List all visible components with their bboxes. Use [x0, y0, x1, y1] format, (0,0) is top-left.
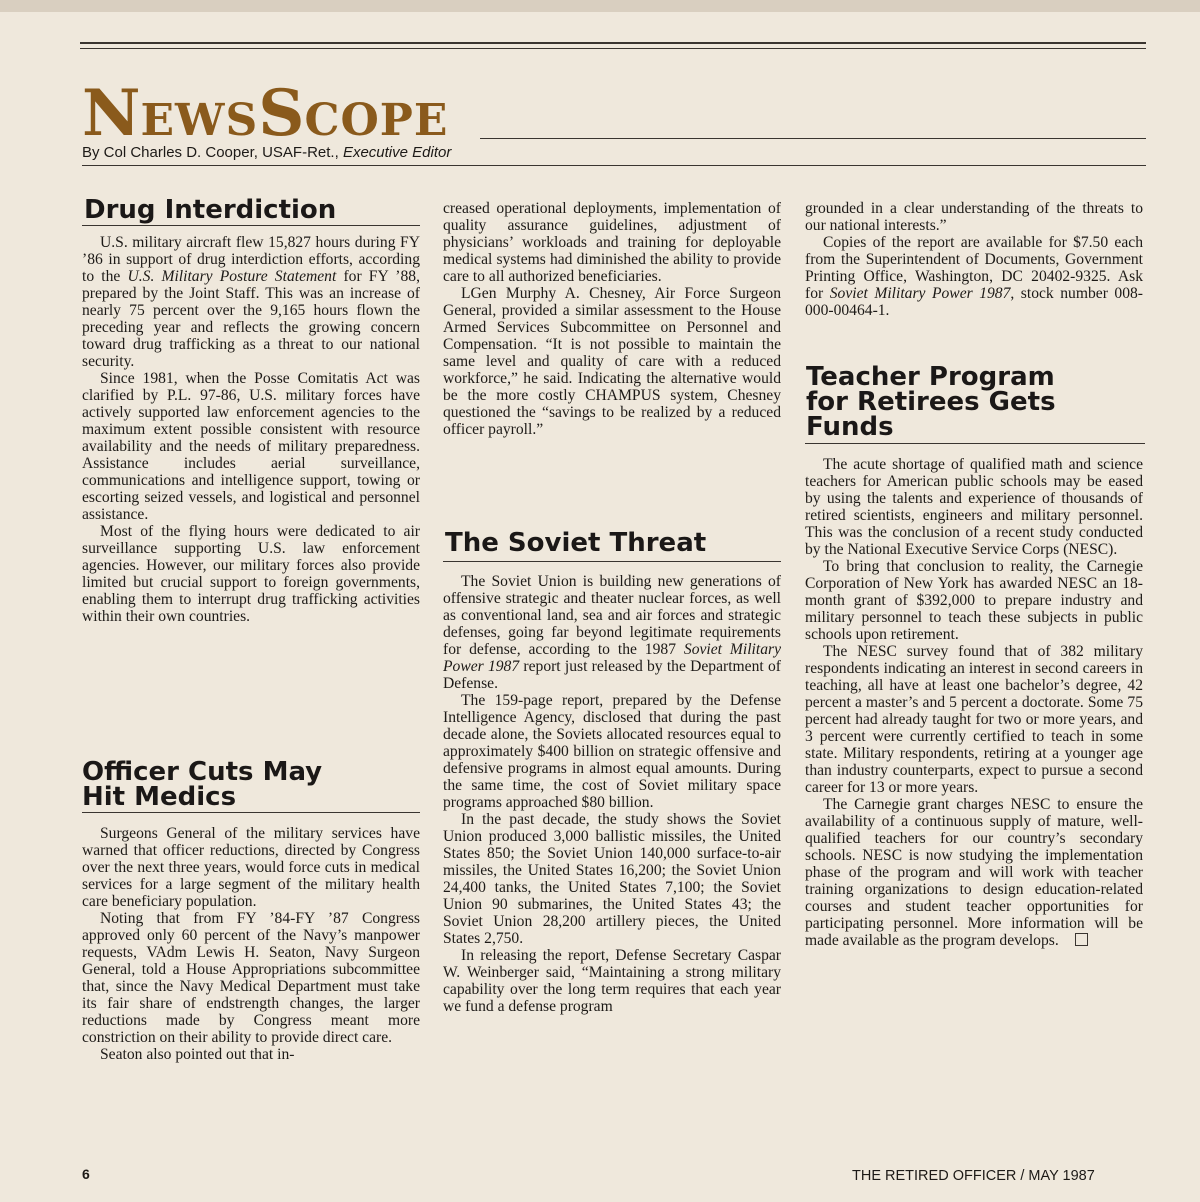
headline-line: Hit Medics — [82, 782, 237, 812]
headline-line: for Retirees Gets — [806, 387, 1056, 417]
officer-paragraph-4: LGen Murphy A. Chesney, Air Force Surgeon General, provided a similar assessment to the House Armed Services Subcommittee on Personnel and Compensation. “It is not possible to maintain the same level and quality of care with a reduced workforce,” he said. Indicating the alternative would be the more costly CHAMPUS system, Chesney questioned the “savings to be realized by a reduced officer payroll.” — [443, 285, 781, 438]
drug-paragraph-3: Most of the flying hours were dedicated to air surveillance supporting U.S. law enforcement agencies. However, our military forces also provide limited but crucial support to foreign governments, enabling them to interrupt drug trafficking activities within their own countries. — [82, 523, 420, 625]
byline-role: Executive Editor — [342, 144, 452, 161]
headline-soviet-threat: The Soviet Threat — [445, 528, 707, 558]
top-band — [0, 0, 1200, 12]
officer-paragraph-3: Seaton also pointed out that in- — [100, 1046, 295, 1063]
soviet-paragraph-5: Copies of the report are available for $7.50 each from the Superintendent of Documents, Government Printing Office, Washington, DC 20402-9325. Ask for Soviet Military Power 1987, stock number 008-000-00464-1. — [805, 234, 1143, 319]
column-3 — [805, 200, 1143, 319]
masthead-rule — [480, 138, 1146, 139]
masthead-n: N — [82, 76, 141, 151]
headline-line: Teacher Program — [806, 362, 1055, 392]
column-2 — [443, 200, 781, 438]
headline-line: Funds — [806, 412, 894, 442]
publication-title: U.S. Military Posture Statement — [127, 268, 337, 285]
drug-paragraph-1: U.S. military aircraft flew 15,827 hours during FY ’86 in support of drug interdiction efforts, according to the U.S. Military Posture Statement for FY ’88, prepared by the Joint Staff. This was an increase of nearly 75 percent over the 9,165 hours flown the preceding year and reflects the growing concern toward drug trafficking as a threat to our national security. — [82, 234, 420, 370]
byline-author: By Col Charles D. Cooper, USAF-Ret., — [82, 144, 339, 161]
publication-title: Soviet Military Power 1987 — [829, 285, 1011, 302]
headline-line: Officer Cuts May — [82, 757, 323, 787]
masthead-logo — [82, 76, 449, 151]
soviet-paragraph-3: In the past decade, the study shows the Soviet Union produced 3,000 ballistic missiles, the United States 850; the Soviet Union 140,000 surface-to-air missiles, the United States 16,200; the Soviet Union 24,400 tanks, the United States 7,100; the Soviet Union 90 submarines, the United States 43; the Soviet Union 28,200 artillery pieces, the United States 2,750. — [443, 811, 781, 947]
headline-drug-interdiction: Drug Interdiction — [84, 195, 337, 225]
headline-teacher-program — [806, 362, 1056, 442]
top-rule — [80, 42, 1146, 44]
top-rule-thin — [80, 48, 1146, 49]
headline-rule — [443, 561, 781, 562]
soviet-paragraph-4: In releasing the report, Defense Secretary Caspar W. Weinberger said, “Maintaining a strong military capability over the long term requires that each year we fund a defense program — [443, 947, 781, 1015]
masthead-ews: EWS — [140, 95, 259, 146]
teacher-paragraph-4: The Carnegie grant charges NESC to ensure the availability of a continuous supply of mature, well-qualified teachers for our country’s secondary schools. NESC is now studying the implementation phase of the program and will work with teacher training organizations to design education-related courses and student teacher opportunities for participating personnel. More information will be made available as the program develops. — [805, 796, 1143, 949]
soviet-paragraph-1: The Soviet Union is building new generations of offensive strategic and theater nuclear forces, as well as conventional land, sea and air forces and strategic defenses, going far beyond legitimate requirements for defense, according to the 1987 Soviet Military Power 1987 report just released by the Department of Defense. — [443, 573, 781, 692]
teacher-paragraph-1: The acute shortage of qualified math and science teachers for American public schools may be eased by using the talents and experience of thousands of retired scientists, engineers and military personnel. This was the conclusion of a recent study conducted by the National Executive Service Corps (NESC). — [805, 456, 1143, 558]
soviet-paragraph-2: The 159-page report, prepared by the Defense Intelligence Agency, disclosed that during the past decade alone, the Soviets allocated resources equal to approximately $400 billion on strategic offensive and defensive programs in almost equal amounts. During the same time, the cost of Soviet military space programs approached $80 billion. — [443, 692, 781, 811]
headline-officer-cuts — [82, 757, 323, 812]
headline-rule — [805, 443, 1145, 444]
masthead-cope: COPE — [304, 95, 449, 146]
publication-footer: THE RETIRED OFFICER / MAY 1987 — [852, 1168, 1095, 1184]
column-1 — [82, 234, 420, 625]
column-1-lower — [82, 825, 420, 1063]
teacher-paragraph-3: The NESC survey found that of 382 military respondents indicating an interest in second careers in teaching, all have at least one bachelor’s degree, 42 percent a master’s and 5 percent a doctorate. Some 75 percent had already taught for two or more years, and 3 percent were currently certified to teach in some state. Military respondents, retiring at a younger age than industry counterparts, expect to pursue a second career for 13 or more years. — [805, 643, 1143, 796]
soviet-continuation: grounded in a clear understanding of the threats to our national interests.” — [805, 200, 1143, 234]
officer-continuation: creased operational deployments, implementation of quality assurance guidelines, adjustment of physicians’ workloads and training for deployable medical systems had diminished the ability to provide care to all authorized beneficiaries. — [443, 200, 781, 285]
officer-paragraph-2: Noting that from FY ’84-FY ’87 Congress approved only 60 percent of the Navy’s manpower requests, VAdm Lewis H. Seaton, Navy Surgeon General, told a House Appropriations subcommittee that, since the Navy Medical Department must take its fair share of endstrength changes, the larger reductions made by Congress meant more constriction on their ability to provide direct care. — [82, 910, 420, 1046]
byline-rule — [82, 165, 1146, 166]
officer-paragraph-1: Surgeons General of the military services have warned that officer reductions, directed by Congress over the next three years, would force cuts in medical services for a large segment of the military health care beneficiary population. — [82, 825, 420, 910]
masthead-s: S — [258, 76, 305, 151]
page-number: 6 — [82, 1166, 90, 1182]
column-2-lower — [443, 573, 781, 1015]
drug-paragraph-2: Since 1981, when the Posse Comitatis Act was clarified by P.L. 97-86, U.S. military forces have actively supported law enforcement agencies to the maximum extent possible consistent with resource availability and the needs of military preparedness. Assistance includes aerial surveillance, communications and intelligence support, towing or escorting seized vessels, and logistical and personnel assistance. — [82, 370, 420, 523]
publication-title: Soviet Military Power 1987 — [443, 641, 781, 675]
headline-rule — [82, 225, 420, 226]
headline-rule — [82, 812, 420, 813]
column-3-lower — [805, 456, 1143, 949]
end-of-article-box-icon — [1075, 933, 1088, 946]
teacher-paragraph-2: To bring that conclusion to reality, the Carnegie Corporation of New York has awarded NESC an 18-month grant of $392,000 to prepare industry and military personnel to teach these subjects in public schools upon retirement. — [805, 558, 1143, 643]
byline — [82, 144, 451, 161]
